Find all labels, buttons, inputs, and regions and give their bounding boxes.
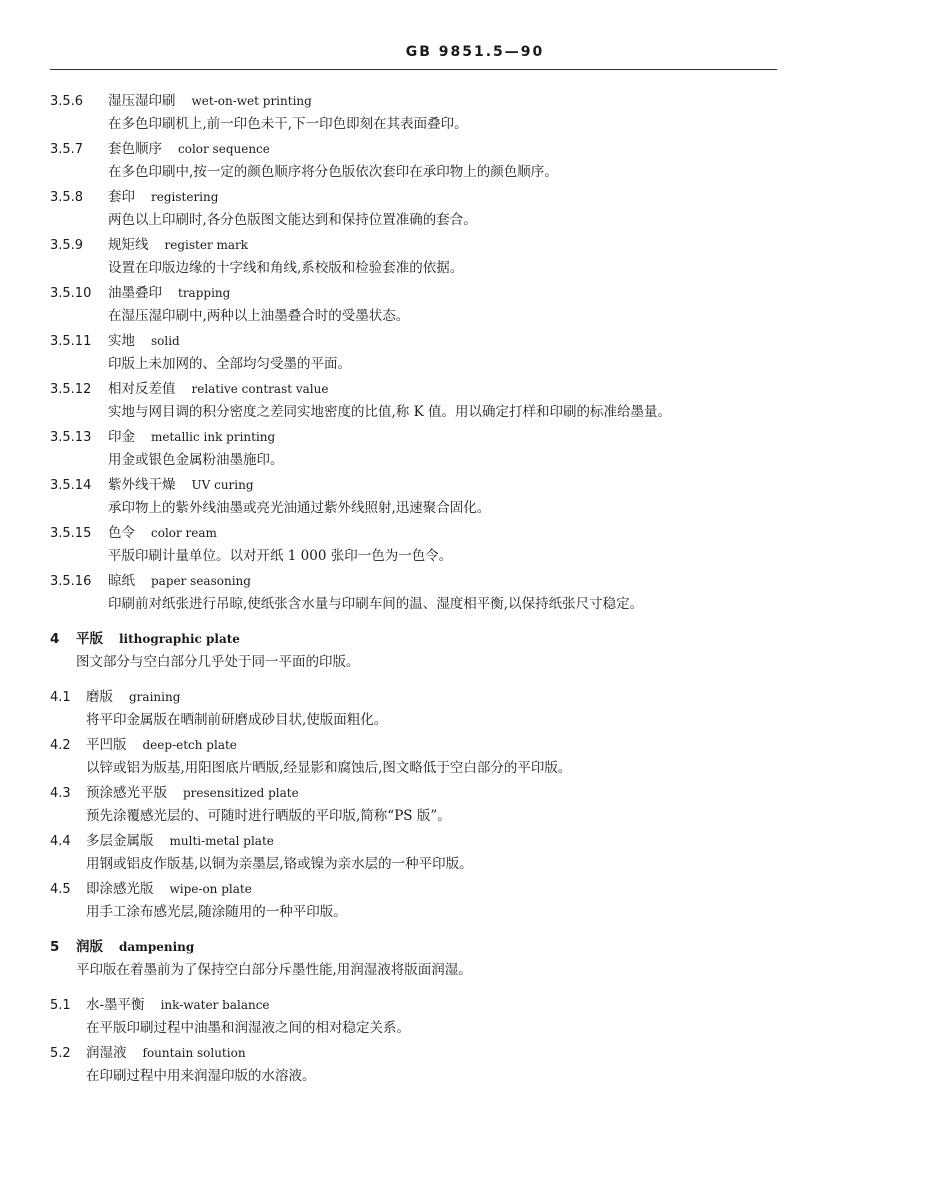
- header-rule: [50, 69, 777, 70]
- term-number: 4.5: [50, 882, 71, 897]
- term-definition: 用钢或铝皮作版基,以铜为亲墨层,铬或镍为亲水层的一种平印版。: [86, 856, 473, 872]
- section-title-zh: 润版: [76, 939, 103, 955]
- term-number: 5.2: [50, 1046, 71, 1061]
- term-zh: 即涂感光版: [86, 881, 154, 897]
- term-number: 3.5.12: [50, 382, 92, 397]
- term-zh: 水-墨平衡: [86, 997, 145, 1013]
- section-number: 4: [50, 631, 60, 647]
- term-zh: 预涂感光平版: [86, 785, 167, 801]
- term-entry: [50, 877, 790, 925]
- term-definition: 在多色印刷中,按一定的颜色顺序将分色版依次套印在承印物上的颜色顺序。: [108, 164, 558, 180]
- term-entry: [50, 781, 790, 829]
- section-title-en: lithographic plate: [119, 632, 240, 646]
- term-entry: [50, 569, 790, 617]
- term-en: registering: [151, 190, 219, 204]
- term-en: register mark: [164, 238, 249, 252]
- terms-group-3-5: [50, 89, 790, 617]
- section-title-zh: 平版: [76, 631, 103, 647]
- term-entry: [50, 685, 790, 733]
- term-definition: 以锌或铝为版基,用阳图底片晒版,经显影和腐蚀后,图文略低于空白部分的平印版。: [86, 760, 572, 776]
- term-en: color sequence: [178, 142, 270, 156]
- term-entry: [50, 1041, 790, 1089]
- term-en: solid: [151, 334, 180, 348]
- term-entry: [50, 733, 790, 781]
- document-header: GB 9851.5—90: [405, 44, 545, 60]
- term-entry: [50, 425, 790, 473]
- term-zh: 印金: [108, 429, 135, 445]
- section-definition: 平印版在着墨前为了保持空白部分斥墨性能,用润湿液将版面润湿。: [76, 962, 472, 978]
- section-5: [50, 935, 790, 983]
- term-en: wipe-on plate: [169, 882, 252, 896]
- term-en: relative contrast value: [191, 382, 329, 396]
- term-zh: 磨版: [86, 689, 113, 705]
- term-entry: [50, 281, 790, 329]
- term-definition: 平版印刷计量单位。以对开纸 1 000 张印一色为一色令。: [108, 548, 453, 564]
- term-en: graining: [129, 690, 181, 704]
- terms-group-5: [50, 993, 790, 1089]
- term-zh: 规矩线: [108, 237, 149, 253]
- term-definition: 实地与网目调的积分密度之差同实地密度的比值,称 K 值。用以确定打样和印刷的标准给墨量。: [108, 404, 671, 420]
- section-4: [50, 627, 790, 675]
- term-number: 4.3: [50, 786, 71, 801]
- term-number: 3.5.13: [50, 430, 92, 445]
- term-number: 3.5.10: [50, 286, 92, 301]
- term-zh: 套印: [108, 189, 135, 205]
- term-definition: 用金或银色金属粉油墨施印。: [108, 452, 284, 468]
- term-zh: 相对反差值: [108, 381, 176, 397]
- term-en: wet-on-wet printing: [191, 94, 312, 108]
- term-entry: [50, 233, 790, 281]
- term-entry: [50, 829, 790, 877]
- term-number: 4.1: [50, 690, 71, 705]
- term-definition: 在湿压湿印刷中,两种以上油墨叠合时的受墨状态。: [108, 308, 410, 324]
- term-number: 3.5.11: [50, 334, 92, 349]
- section-definition: 图文部分与空白部分几乎处于同一平面的印版。: [76, 654, 360, 670]
- term-zh: 润湿液: [86, 1045, 127, 1061]
- term-number: 3.5.6: [50, 94, 84, 109]
- term-definition: 印刷前对纸张进行吊晾,使纸张含水量与印刷车间的温、湿度相平衡,以保持纸张尺寸稳定。: [108, 596, 644, 612]
- term-entry: [50, 993, 790, 1041]
- term-en: metallic ink printing: [151, 430, 276, 444]
- term-number: 4.2: [50, 738, 71, 753]
- term-definition: 设置在印版边缘的十字线和角线,系校版和检验套准的依据。: [108, 260, 464, 276]
- term-entry: [50, 185, 790, 233]
- term-number: 3.5.16: [50, 574, 92, 589]
- term-en: deep-etch plate: [142, 738, 237, 752]
- term-en: trapping: [178, 286, 231, 300]
- term-entry: [50, 137, 790, 185]
- term-definition: 承印物上的紫外线油墨或亮光油通过紫外线照射,迅速聚合固化。: [108, 500, 491, 516]
- section-number: 5: [50, 939, 60, 955]
- term-definition: 在多色印刷机上,前一印色未干,下一印色即刻在其表面叠印。: [108, 116, 468, 132]
- term-zh: 紫外线干燥: [108, 477, 176, 493]
- term-definition: 将平印金属版在晒制前研磨成砂目状,使版面粗化。: [86, 712, 388, 728]
- term-en: color ream: [151, 526, 217, 540]
- term-en: UV curing: [191, 478, 254, 492]
- term-definition: 用手工涂布感光层,随涂随用的一种平印版。: [86, 904, 347, 920]
- document-body: [50, 89, 790, 1089]
- section-title-en: dampening: [119, 940, 195, 954]
- term-en: ink-water balance: [160, 998, 270, 1012]
- term-number: 3.5.14: [50, 478, 92, 493]
- term-zh: 套色顺序: [108, 141, 162, 157]
- term-zh: 实地: [108, 333, 135, 349]
- term-en: multi-metal plate: [169, 834, 274, 848]
- term-en: presensitized plate: [183, 786, 299, 800]
- terms-group-4: [50, 685, 790, 925]
- term-definition: 两色以上印刷时,各分色版图文能达到和保持位置准确的套合。: [108, 212, 477, 228]
- term-zh: 湿压湿印刷: [108, 93, 176, 109]
- term-number: 3.5.8: [50, 190, 84, 205]
- term-number: 3.5.9: [50, 238, 84, 253]
- term-definition: 预先涂覆感光层的、可随时进行晒版的平印版,简称“PS 版”。: [86, 808, 451, 824]
- term-zh: 平凹版: [86, 737, 127, 753]
- term-entry: [50, 89, 790, 137]
- term-entry: [50, 521, 790, 569]
- term-number: 5.1: [50, 998, 71, 1013]
- term-zh: 多层金属版: [86, 833, 154, 849]
- term-definition: 印版上未加网的、全部均匀受墨的平面。: [108, 356, 351, 372]
- term-entry: [50, 377, 790, 425]
- term-entry: [50, 473, 790, 521]
- term-zh: 色令: [108, 525, 135, 541]
- term-en: paper seasoning: [151, 574, 251, 588]
- term-en: fountain solution: [142, 1046, 246, 1060]
- term-entry: [50, 329, 790, 377]
- term-number: 4.4: [50, 834, 71, 849]
- term-definition: 在印刷过程中用来润湿印版的水溶液。: [86, 1068, 316, 1084]
- term-definition: 在平版印刷过程中油墨和润湿液之间的相对稳定关系。: [86, 1020, 410, 1036]
- term-number: 3.5.7: [50, 142, 84, 157]
- term-number: 3.5.15: [50, 526, 92, 541]
- term-zh: 油墨叠印: [108, 285, 162, 301]
- term-zh: 晾纸: [108, 573, 135, 589]
